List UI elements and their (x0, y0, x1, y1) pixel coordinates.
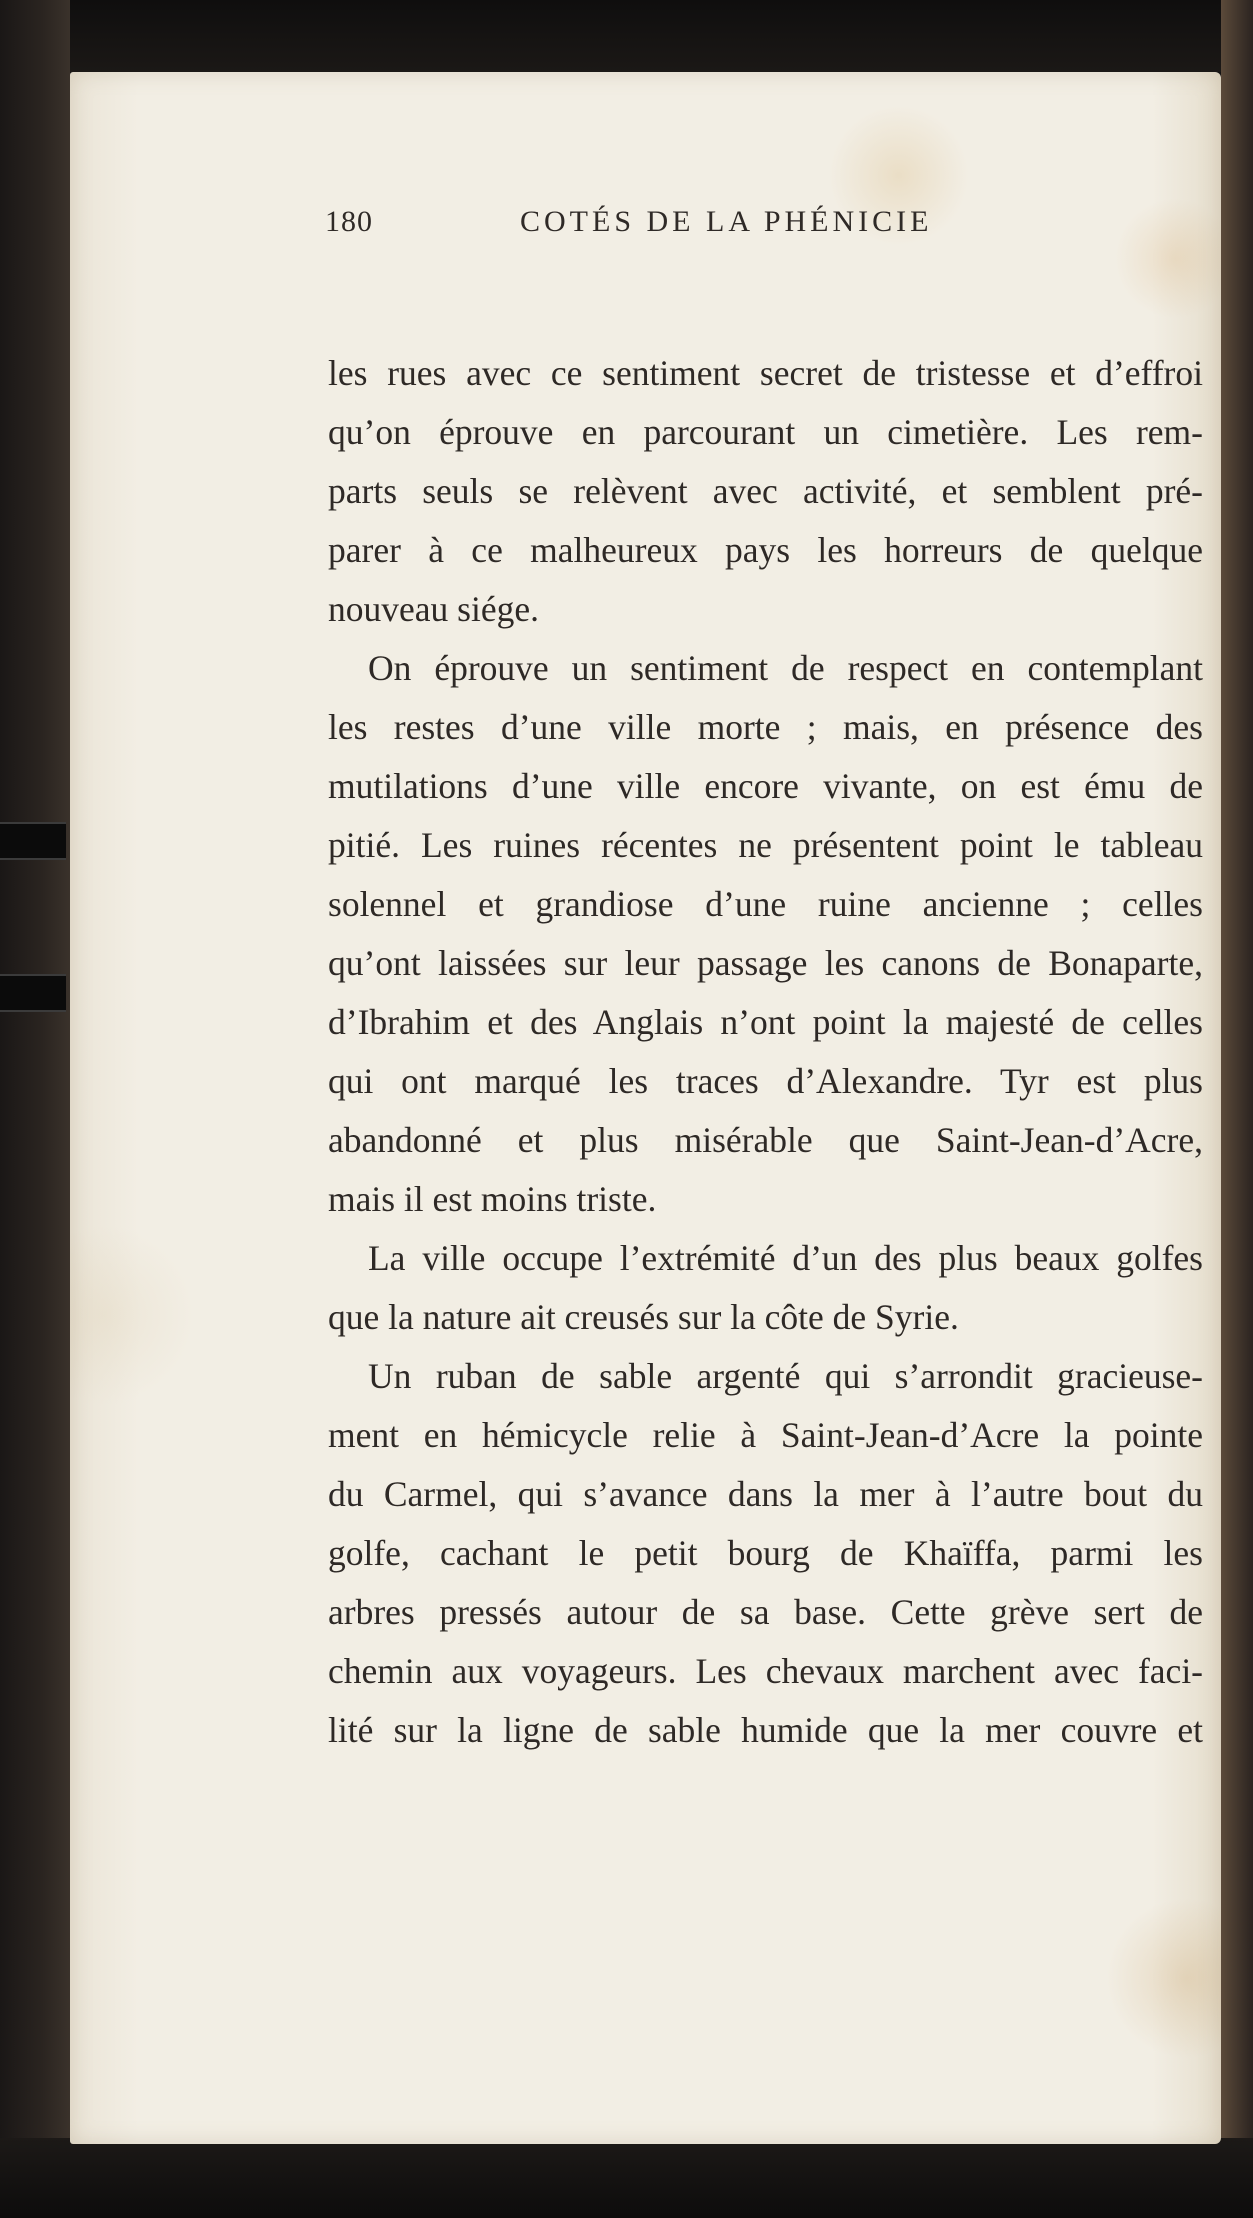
text-line: qui ont marqué les traces d’Alexandre. Tyr est plus (328, 1061, 1203, 1101)
text-line: chemin aux voyageurs. Les chevaux marchent avec faci- (328, 1651, 1203, 1691)
text-line: arbres pressés autour de sa base. Cette grève sert de (328, 1592, 1203, 1632)
running-title: COTÉS DE LA PHÉNICIE (520, 205, 933, 238)
text-line: mutilations d’une ville encore vivante, on est ému de (328, 766, 1203, 806)
text-line: parer à ce malheureux pays les horreurs de quelque (328, 530, 1203, 570)
text-line: La ville occupe l’extrémité d’un des plus beaux golfes (368, 1238, 1203, 1278)
binding-clip-mark (0, 974, 66, 1012)
text-line: abandonné et plus misérable que Saint-Jean-d’Acre, (328, 1120, 1203, 1160)
binding-clip-mark (0, 822, 66, 860)
text-line: les restes d’une ville morte ; mais, en présence des (328, 707, 1203, 747)
text-line: Un ruban de sable argenté qui s’arrondit gracieuse- (368, 1356, 1203, 1396)
scan-background-left (0, 0, 70, 2218)
text-line: que la nature ait creusés sur la côte de Syrie. (328, 1297, 959, 1337)
text-line: parts seuls se relèvent avec activité, et semblent pré- (328, 471, 1203, 511)
scan-background-bottom (0, 2138, 1253, 2218)
text-line: qu’on éprouve en parcourant un cimetière. Les rem- (328, 412, 1203, 452)
text-line: mais il est moins triste. (328, 1179, 657, 1219)
body-text (328, 344, 1203, 1760)
text-line: golfe, cachant le petit bourg de Khaïffa, parmi les (328, 1533, 1203, 1573)
text-line: solennel et grandiose d’une ruine ancienne ; celles (328, 884, 1203, 924)
text-line: les rues avec ce sentiment secret de tristesse et d’effroi (328, 353, 1203, 393)
text-line: lité sur la ligne de sable humide que la mer couvre et (328, 1710, 1203, 1750)
text-line: On éprouve un sentiment de respect en contemplant (368, 648, 1203, 688)
text-line: d’Ibrahim et des Anglais n’ont point la majesté de celles (328, 1002, 1203, 1042)
page-number: 180 (325, 205, 373, 238)
page-header (325, 205, 1025, 245)
scan-background-right (1221, 0, 1253, 2218)
scan-background-top (0, 0, 1253, 72)
text-line: qu’ont laissées sur leur passage les canons de Bonaparte, (328, 943, 1203, 983)
text-line: ment en hémicycle relie à Saint-Jean-d’Acre la pointe (328, 1415, 1203, 1455)
text-line: nouveau siége. (328, 589, 539, 629)
text-line: du Carmel, qui s’avance dans la mer à l’autre bout du (328, 1474, 1203, 1514)
text-line: pitié. Les ruines récentes ne présentent point le tableau (328, 825, 1203, 865)
